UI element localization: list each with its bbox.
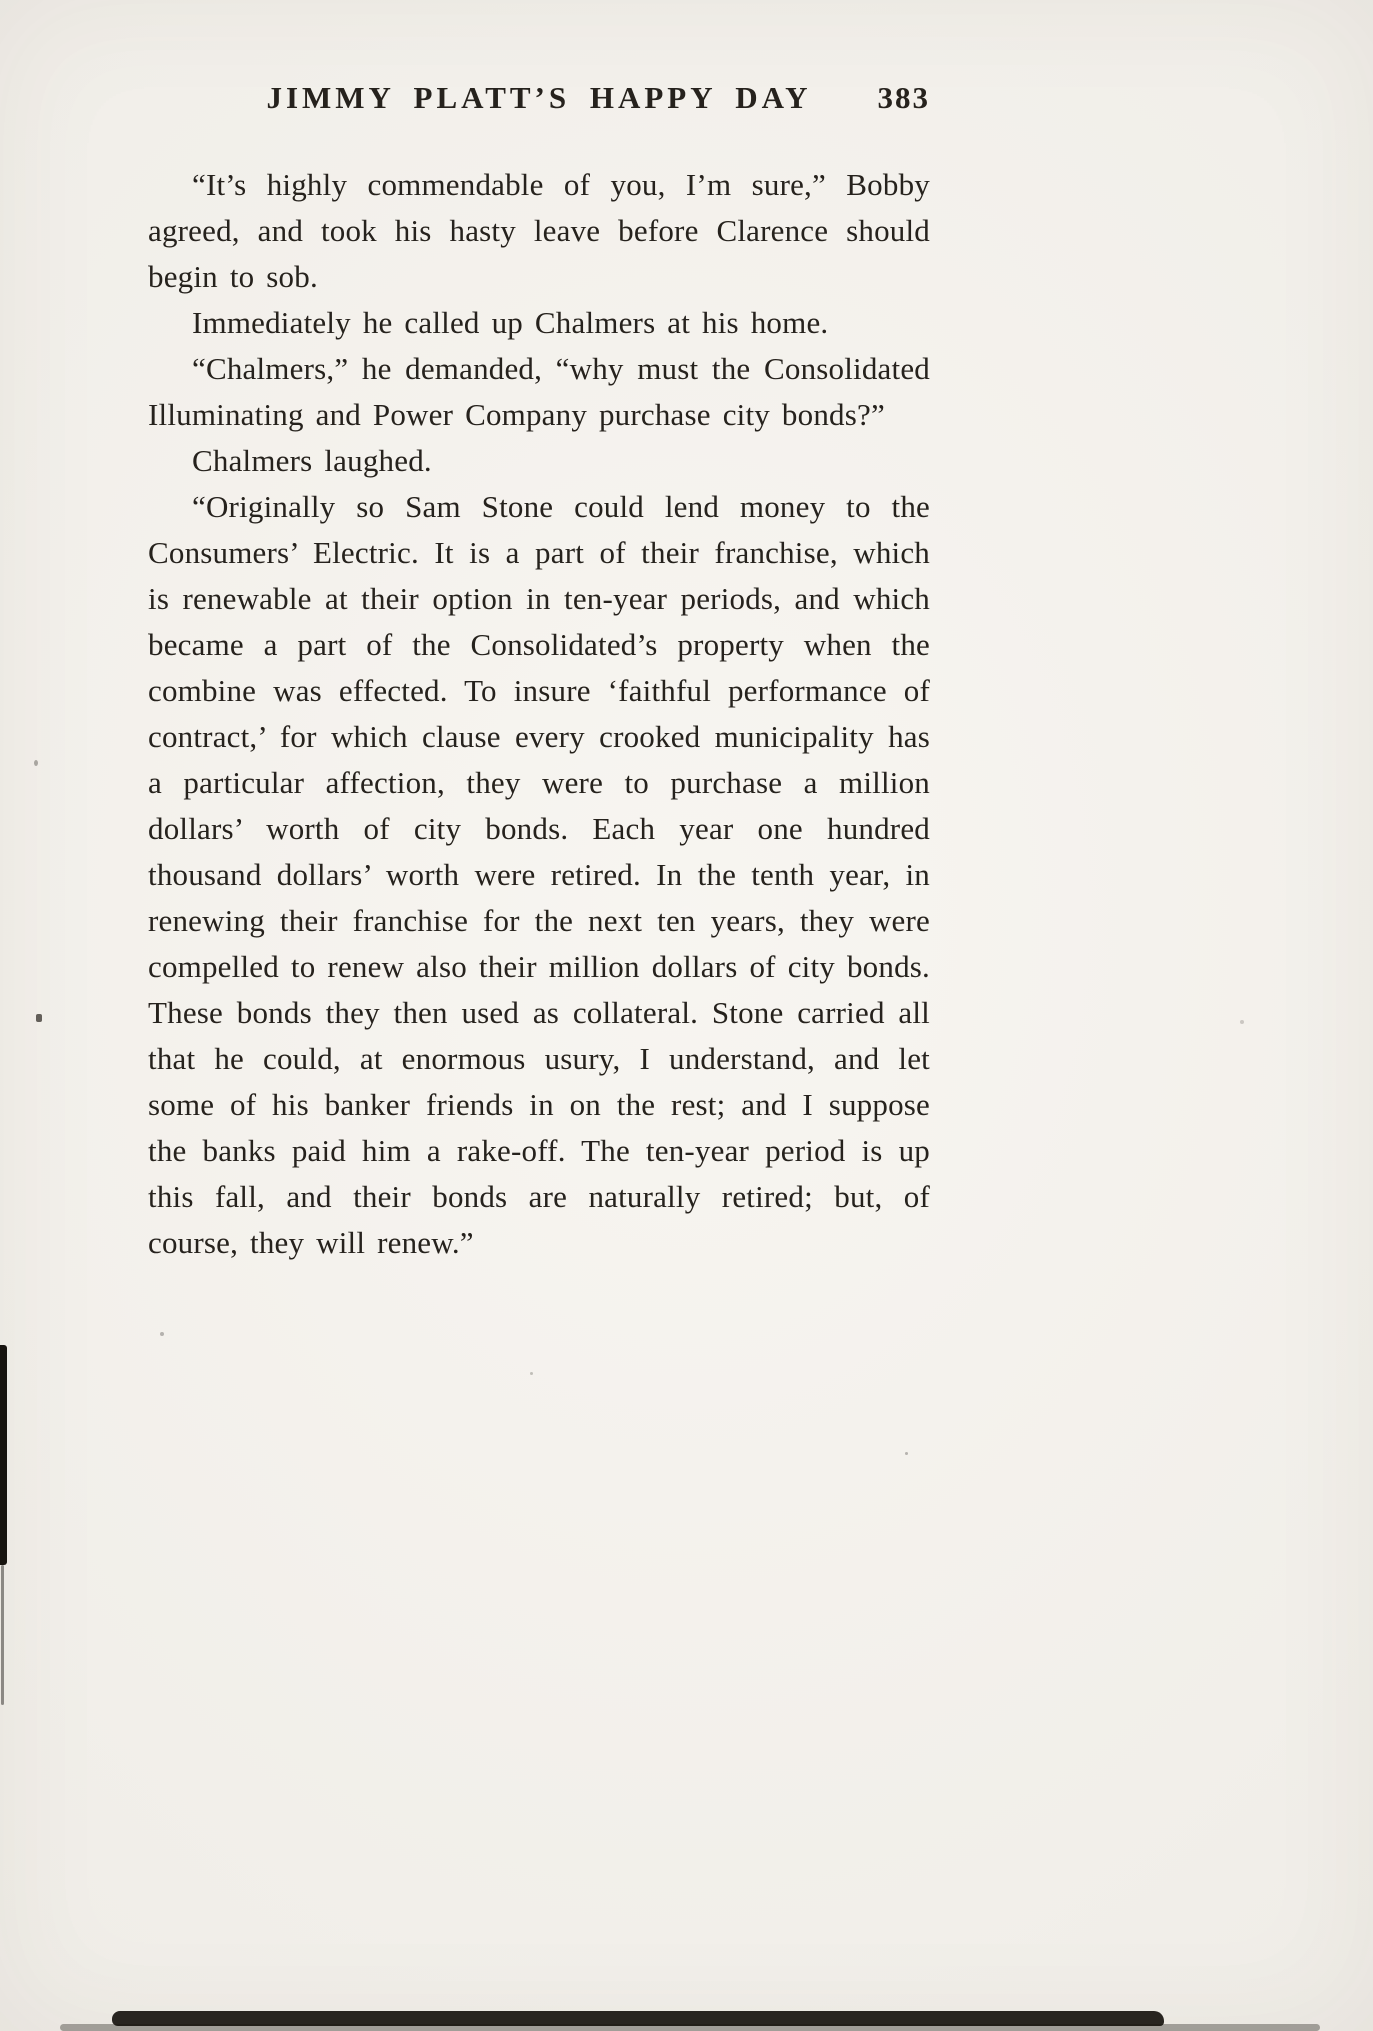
paragraph-4: Chalmers laughed. [192,443,432,478]
paragraph-2: Immediately he called up Chalmers at his home. [192,305,829,340]
paragraph-3: “Chalmers,” he demanded, “why must the Consolidated Illuminating and Power Company purchase city bonds?” [148,351,930,432]
scan-artifact-bottom-shadow [60,2024,1320,2031]
text-column [148,80,930,1266]
scan-speck [160,1332,164,1336]
scan-speck [1240,1020,1244,1024]
paragraph-5: “Originally so Sam Stone could lend money to the Consumers’ Electric. It is a part of their franchise, which is renewable at their option in ten-year periods, and which became a part of the Consolidated’s property when the combine was effected. To insure ‘faithful performance of contract,’ for which clause every crooked municipality has a particular affection, they were to purchase a million dollars’ worth of city bonds. Each year one hundred thousand dollars’ worth were retired. In the tenth year, in renewing their franchise for the next ten years, they were compelled to renew also their million dollars of city bonds. These bonds they then used as collateral. Stone carried all that he could, at enormous usury, I understand, and let some of his banker friends in on the rest; and I suppose the banks paid him a rake-off. The ten-year period is up this fall, and their bonds are naturally retired; but, of course, they will renew.” [148,489,930,1260]
scan-speck [905,1452,908,1455]
page-body [148,162,930,1266]
scan-speck [36,1014,42,1022]
page-header [148,80,930,126]
running-title: JIMMY PLATT’S HAPPY DAY [266,80,812,115]
page-number: 383 [877,80,930,115]
paragraph-1: “It’s highly commendable of you, I’m sure,” Bobby agreed, and took his hasty leave before Clarence should begin to sob. [148,167,930,294]
scan-speck [34,760,38,766]
scan-artifact-left-edge-line [1,1565,4,1705]
scan-artifact-left-edge-bar [0,1345,7,1565]
scan-speck [530,1372,533,1375]
